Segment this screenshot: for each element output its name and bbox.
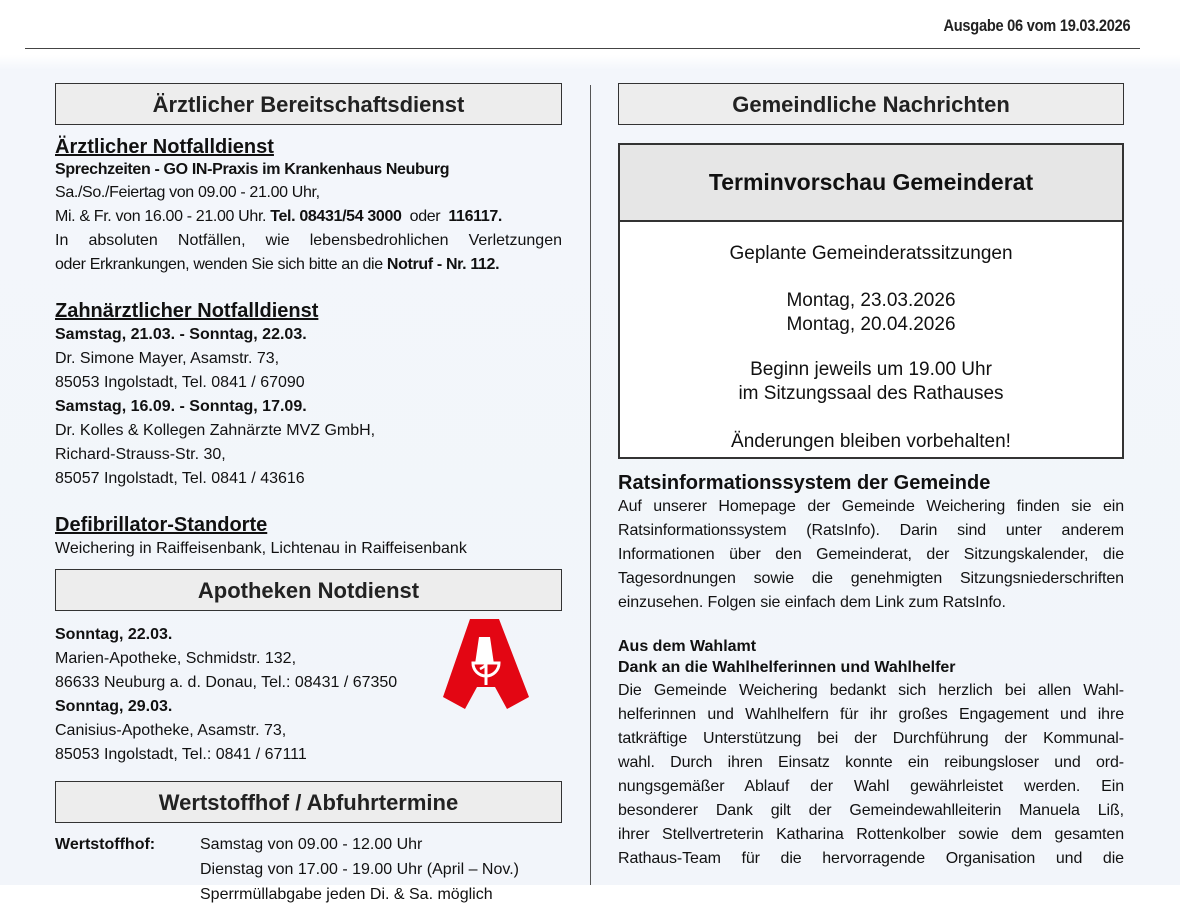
wahl-text (618, 679, 1124, 871)
zahn-line5: 85057 Ingolstadt, Tel. 0841 / 43616 (55, 470, 305, 487)
section-title-apotheken: Apotheken Notdienst (55, 569, 562, 611)
wahl-line5: nungsgemäßer Ablauf der Wahl gewährleistet werden. Ein (618, 778, 1124, 795)
defi-text: Weichering in Raiffeisenbank, Lichtenau in Raiffeisenbank (55, 540, 467, 557)
apo-date1: Sonntag, 22.03. (55, 626, 173, 643)
header-rule (25, 48, 1140, 49)
termin-begin: Beginn jeweils um 19.00 Uhr (750, 359, 992, 380)
section-title-wertstoffhof: Wertstoffhof / Abfuhrtermine (55, 781, 562, 823)
zahn-title: Zahnärztlicher Notfalldienst (55, 300, 319, 322)
notfall-line2 (55, 205, 562, 229)
issue-date: Ausgabe 06 vom 19.03.2026 (943, 16, 1130, 35)
wahl-line3: tatkräftige Unterstützung bei der Durchführung der Kommunal- (618, 730, 1124, 747)
notfall-number: 116117. (448, 208, 503, 225)
wahl-line2: helferinnen und Wahlhelfern für ihr großes Engagement und ihre (618, 706, 1124, 723)
notfall-line4 (55, 253, 562, 277)
apo-date2: Sonntag, 29.03. (55, 698, 173, 715)
termin-body (620, 222, 1122, 457)
apotheke-a-logo-icon (443, 619, 529, 709)
wert-schedule (55, 832, 562, 907)
defi-title: Defibrillator-Standorte (55, 514, 268, 536)
termin-note: Änderungen bleiben vorbehalten! (731, 431, 1011, 452)
zahn-line2: 85053 Ingolstadt, Tel. 0841 / 67090 (55, 374, 305, 391)
rats-line3: Informationen über den Gemeinderat, der Sitzungskalender, die (618, 546, 1124, 563)
notfall-line1: Sa./So./Feiertag von 09.00 - 21.00 Uhr, (55, 184, 320, 201)
wahl-line1: Die Gemeinde Weichering bedankt sich herzlich bei allen Wahl- (618, 682, 1124, 699)
wert-line2: Dienstag von 17.00 - 19.00 Uhr (April – Nov.) (200, 861, 519, 878)
termin-intro: Geplante Gemeinderatssitzungen (729, 243, 1013, 264)
rats-line5: einzusehen. Folgen sie einfach dem Link zum RatsInfo. (618, 594, 1006, 611)
zahn-line1: Dr. Simone Mayer, Asamstr. 73, (55, 350, 280, 367)
termin-box (618, 143, 1124, 459)
rats-block (618, 471, 1124, 615)
notruf-number: Notruf - Nr. 112. (386, 256, 500, 273)
defi-block (55, 513, 562, 561)
zahn-date1: Samstag, 21.03. - Sonntag, 22.03. (55, 326, 307, 343)
notfall-or: oder (409, 208, 441, 225)
notfall-block (55, 135, 562, 277)
section-title-bereitschaft: Ärztlicher Bereitschaftsdienst (55, 83, 562, 125)
rats-text (618, 495, 1124, 615)
wert-line3: Sperrmüllabgabe jeden Di. & Sa. möglich (200, 886, 493, 903)
column-divider (590, 85, 591, 885)
rats-line2: Ratsinformationssystem (RatsInfo). Darin sind unter anderem (618, 522, 1124, 539)
rats-line4: Tagesordnungen sowie die genehmigten Sitzungsniederschriften (618, 570, 1124, 587)
apo-line1: Marien-Apotheke, Schmidstr. 132, (55, 650, 297, 667)
termin-title: Terminvorschau Gemeinderat (620, 145, 1122, 222)
apo-line3: Canisius-Apotheke, Asamstr. 73, (55, 722, 287, 739)
wahl-line8: Rathaus-Team für die hervorragende Organisation und die (618, 850, 1124, 867)
section-title-gemeinde: Gemeindliche Nachrichten (618, 83, 1124, 125)
wahl-line6: besonderer Dank gilt der Gemeindewahlleiterin Manuela Liß, (618, 802, 1124, 819)
termin-date1: Montag, 23.03.2026 (786, 290, 956, 311)
notfall-subtitle: Sprechzeiten - GO IN-Praxis im Krankenhaus Neuburg (55, 161, 450, 178)
apotheken-block (55, 569, 562, 767)
notfall-title: Ärztlicher Notfalldienst (55, 136, 274, 158)
zahn-line3: Dr. Kolles & Kollegen Zahnärzte MVZ GmbH, (55, 422, 376, 439)
rats-line1: Auf unserer Homepage der Gemeinde Weichering finden sie ein (618, 498, 1124, 515)
wahl-heading: Aus dem Wahlamt (618, 638, 757, 655)
notfall-line4-text: oder Erkrankungen, wenden Sie sich bitte an die (55, 256, 383, 273)
zahn-date2: Samstag, 16.09. - Sonntag, 17.09. (55, 398, 307, 415)
wert-block (55, 781, 562, 907)
termin-date2: Montag, 20.04.2026 (786, 314, 956, 335)
zahn-line4: Richard-Strauss-Str. 30, (55, 446, 226, 463)
notfall-hours: Mi. & Fr. von 16.00 - 21.00 Uhr. (55, 208, 267, 225)
wahl-line4: wahl. Durch ihren Einsatz konnte ein reibungsloser und ord- (618, 754, 1124, 771)
apo-line2: 86633 Neuburg a. d. Donau, Tel.: 08431 / 67350 (55, 674, 398, 691)
wahl-subheading: Dank an die Wahlhelferinnen und Wahlhelfer (618, 659, 956, 676)
wert-label: Wertstoffhof: (55, 836, 156, 853)
wahl-line7: ihrer Stellvertreterin Katharina Rottenkolber sowie dem gesamten (618, 826, 1124, 843)
rats-title: Ratsinformationssystem der Gemeinde (618, 472, 991, 494)
zahn-block (55, 299, 562, 491)
wert-line1: Samstag von 09.00 - 12.00 Uhr (200, 836, 423, 853)
termin-location: im Sitzungssaal des Rathauses (738, 383, 1004, 404)
wahl-block (618, 637, 1124, 871)
apo-line4: 85053 Ingolstadt, Tel.: 0841 / 67111 (55, 746, 307, 763)
left-column (55, 83, 562, 907)
notfall-phone: Tel. 08431/54 3000 (270, 208, 402, 225)
right-column (618, 83, 1124, 871)
notfall-line3: In absoluten Notfällen, wie lebensbedrohlichen Verletzungen (55, 232, 562, 249)
